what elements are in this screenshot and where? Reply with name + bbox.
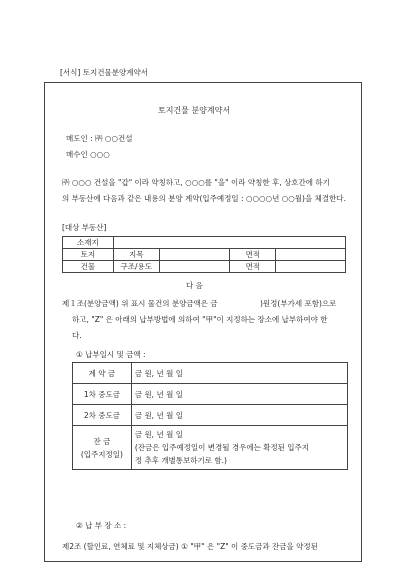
location-value bbox=[113, 237, 345, 249]
balance-value bbox=[131, 426, 347, 470]
payment-value: 금 원, 년 월 일 bbox=[131, 405, 347, 426]
balance-label-1: 잔 금 bbox=[93, 436, 111, 446]
table-row bbox=[73, 426, 348, 470]
buyer-line: 매수인 ○○○ bbox=[66, 150, 110, 159]
seller-line: 매도인 : ㈜ ○○건설 bbox=[66, 134, 133, 143]
payment-label: 계 약 금 bbox=[73, 363, 132, 384]
payment-table bbox=[72, 362, 348, 470]
da-eum: 다 음 bbox=[186, 281, 203, 290]
form-label: [서식] 토지건물분양계약서 bbox=[60, 68, 148, 77]
article-2-line: 제2조 (할인료, 연체료 및 지체상금) ① "甲" 은 "Z" 이 중도금과 잔금을 약정된 bbox=[62, 542, 318, 551]
structure-label: 구조/용도 bbox=[113, 261, 159, 273]
document-title: 토지건물 분양계약서 bbox=[158, 106, 231, 115]
location-label: 소재지 bbox=[63, 237, 114, 249]
payment-label: 1차 중도금 bbox=[73, 384, 132, 405]
balance-label-2: (입주지정일) bbox=[80, 449, 123, 459]
payment-value: 금 원, 년 월 일 bbox=[131, 363, 347, 384]
building-label: 건물 bbox=[63, 261, 114, 273]
payment-value: 금 원, 년 월 일 bbox=[131, 384, 347, 405]
jimok-label: 지목 bbox=[113, 249, 159, 261]
balance-value-3: 정 추후 개별통보하기로 함.) bbox=[134, 456, 227, 465]
building-area-label: 면적 bbox=[230, 261, 276, 273]
article-1-line-1-tail: )원정(부가세 포함)으로 bbox=[260, 299, 337, 308]
jimok-value bbox=[159, 249, 230, 261]
property-table bbox=[62, 236, 346, 273]
structure-value bbox=[159, 261, 230, 273]
payment-place-heading: ② 납 부 장 소 : bbox=[76, 521, 127, 530]
article-1-line-2: 하고, "Z" 은 아래의 납부방법에 의하여 "甲"이 지정하는 장소에 납부하여야 한 bbox=[72, 315, 328, 324]
land-area-label: 면적 bbox=[230, 249, 276, 261]
property-heading: [대상 부동산] bbox=[62, 223, 107, 232]
table-row bbox=[73, 384, 348, 405]
payment-label: 2차 중도금 bbox=[73, 405, 132, 426]
intro-line-2: 의 부동산에 다음과 같은 내용의 분양 계약(입주예정일 : ○○○○년 ○○월)을 체결한다. bbox=[62, 194, 346, 203]
balance-value-2: (잔금은 입주예정일이 변경될 경우에는 확정된 입주지 bbox=[134, 443, 310, 452]
intro-line-1: ㈜ ○○○ 건설을 "갑" 이라 약칭하고, ○○○를 "을" 이라 약칭한 후, 상호간에 하기 bbox=[62, 178, 330, 187]
table-row bbox=[73, 363, 348, 384]
payment-heading: ① 납부일시 및 금액 : bbox=[76, 350, 146, 359]
land-label: 토지 bbox=[63, 249, 114, 261]
balance-label bbox=[73, 426, 132, 470]
table-row bbox=[73, 405, 348, 426]
article-1-line-3: 다. bbox=[72, 331, 82, 340]
balance-value-1: 금 원, 년 월 일 bbox=[134, 430, 183, 439]
land-area-value bbox=[276, 249, 346, 261]
building-area-value bbox=[276, 261, 346, 273]
article-1-line-1: 제１조(분양금액) 위 표시 물건의 분양금액은 금 bbox=[62, 299, 218, 308]
